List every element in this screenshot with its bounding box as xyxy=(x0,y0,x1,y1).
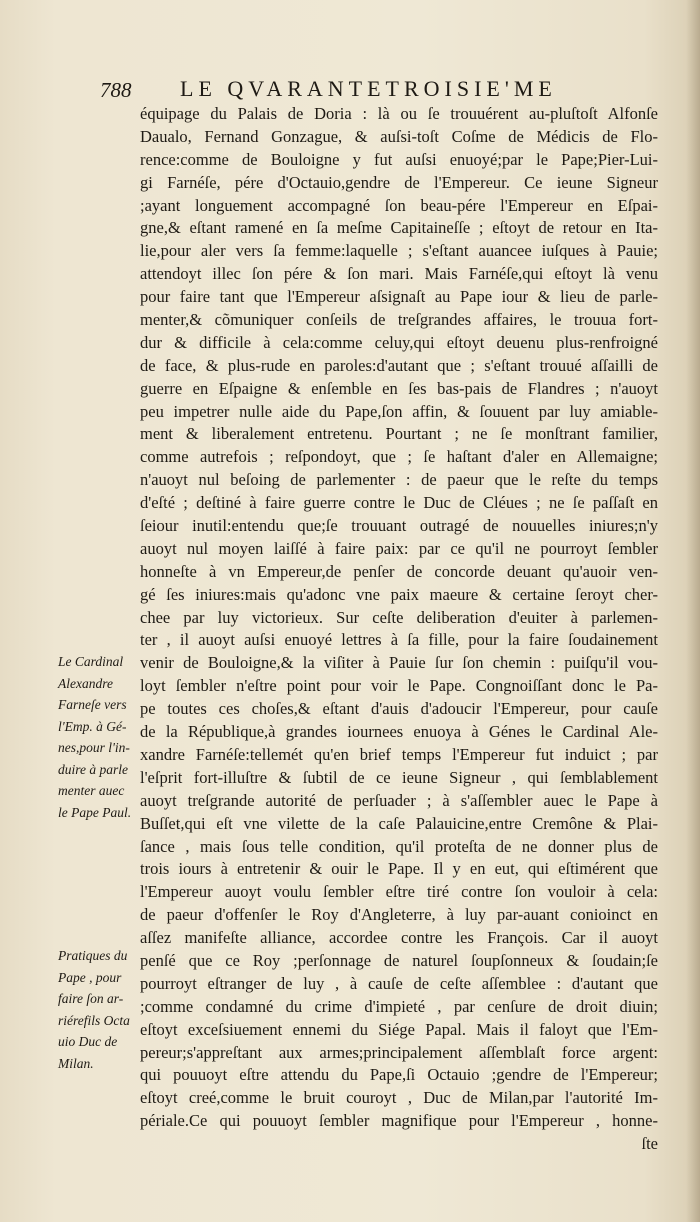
margin-note-line: Farneſe vers xyxy=(58,697,127,712)
text-line: l'eſprit fort-illuſtre & ſubtil de ce ieune Signeur , qui ſemblablement xyxy=(140,767,658,787)
text-line: n'auoyt nul beſoing de parlementer : de paeur que le reſte du temps xyxy=(140,470,658,490)
text-line: guerre en Eſpaigne & enſemble en ſes bas-pais de Flandres ; n'auoyt xyxy=(140,378,658,398)
text-line: eſtoyt creé,comme le bruit couroyt , Duc de Milan,par l'autorité Im- xyxy=(140,1088,658,1108)
text-line: qui pouuoyt eſtre attendu du Pape,ſi Octauio ;gendre de l'Empereur; xyxy=(140,1065,658,1085)
text-line: menter,& cõmuniquer conſeils de treſgrandes affaires, le trouua fort- xyxy=(140,310,658,330)
text-line: de la République,à grandes iournees enuoya à Génes le Cardinal Ale- xyxy=(140,722,658,742)
margin-note-line: l'Emp. à Gé- xyxy=(58,718,127,734)
text-line: honneſte à vn Empereur,de penſer de concorde deuant qu'auoir ven- xyxy=(140,561,658,581)
text-line: comme autrefois ; reſpondoyt, que ; ſe haſtant d'aler en Allemaigne; xyxy=(140,447,658,467)
text-line: pourroyt eſtranger de luy , à cauſe de ceſte aſſemblee : d'autant que xyxy=(140,973,658,993)
text-line: ter , il auoyt auſsi enuoyé lettres à ſa fille, pour la faire ſoudainement xyxy=(140,630,658,650)
text-line: gne,& eſtant ramené en ſa meſme Capitaineſſe ; eſtoyt de retour en Ita- xyxy=(140,218,658,238)
text-line: ſeiour inutil:entendu que;ſe trouuant outragé de nouuelles iniures;n'y xyxy=(140,516,658,536)
page-number: 788 xyxy=(100,78,132,102)
text-line: attendoyt illec ſon pére & ſon mari. Mais Farnéſe,qui eſtoyt là venu xyxy=(140,264,658,284)
text-line: loyt ſembler n'eſtre point pour voir le Pape. Congnoiſſant donc le Pa- xyxy=(140,676,658,696)
text-line: chee par luy victorieux. Sur ceſte deliberation d'euiter à parlemen- xyxy=(140,607,658,627)
text-line: gi Farnéſe, pére d'Octauio,gendre de l'Empereur. Ce ieune Signeur xyxy=(140,172,658,192)
margin-note-line: uio Duc de xyxy=(58,1034,118,1049)
margin-note-line: Milan. xyxy=(58,1055,94,1071)
text-line: ment & liberalement entretenu. Pourtant ; ne ſe monſtrant familier, xyxy=(140,424,658,444)
body-text xyxy=(140,103,658,1156)
text-line: pour faire tant que l'Empereur aſsignaſt au Pape iour & lieu de parle- xyxy=(140,287,658,307)
margin-note-cardinal-alexandre xyxy=(58,651,138,823)
text-line: aſſez manifeſte alliance, accordee contre les François. Car il auoyt xyxy=(140,928,658,948)
text-line: ;ayant longuement accompagné ſon beau-pére l'Empereur en Eſpai- xyxy=(140,195,658,215)
margin-note-line: Le Cardinal xyxy=(58,654,124,669)
running-head: LE QVARANTETROISIE'ME xyxy=(180,76,557,101)
text-line: pereur;s'appreſtant aux armes;principalement aſſemblaſt force argent: xyxy=(140,1042,658,1062)
margin-note-pratiques-du-pape xyxy=(58,945,138,1074)
text-line: périale.Ce qui pouuoyt ſembler magnifique pour l'Empereur , honne- xyxy=(140,1111,658,1131)
text-line: pe toutes ces choſes,& eſtant d'auis d'adoucir l'Empereur, pour cauſe xyxy=(140,699,658,719)
text-line: rence:comme de Bouloigne y fut auſsi enuoyé;par le Pape;Pier-Lui- xyxy=(140,149,658,169)
text-line: auoyt treſgrande autorité de perſuader ; à s'aſſembler auec le Pape à xyxy=(140,790,658,810)
text-line: penſé que ce Roy ;perſonnage de naturel ſoupſonneux & ſoudain;ſe xyxy=(140,950,658,970)
text-line: lie,pour aler vers ſa femme:laquelle ; s'eſtant auancee iuſques à Pauie; xyxy=(140,241,658,261)
margin-note-line: faire ſon ar- xyxy=(58,991,124,1006)
text-line: gé ſes iniures:mais qu'adonc vne paix maeure & certaine ſeroyt cher- xyxy=(140,584,658,604)
margin-note-line: le Pape Paul. xyxy=(58,804,132,820)
margin-note-line: Alexandre xyxy=(58,675,113,691)
margin-note-line: Pape , pour xyxy=(58,969,122,985)
text-line: xandre Farnéſe:tellemét qu'en brief temps l'Empereur fut induict ; par xyxy=(140,744,658,764)
text-line: ſance , mais ſous telle condition, qu'il proteſta de ne donner plus de xyxy=(140,836,658,856)
text-line: de face, & plus-rude en paroles:d'autant que ; s'eſtant trouué aſſailli de xyxy=(140,355,658,375)
text-line: dur & difficile à cela:comme celuy,qui eſtoyt deuenu plus-renfroigné xyxy=(140,332,658,352)
text-line: Daualo, Fernand Gonzague, & auſsi-toſt Coſme de Médicis de Flo- xyxy=(140,126,658,146)
margin-note-line: nes,pour l'in- xyxy=(58,740,130,755)
text-line: eſtoyt exceſsiuement ennemi du Siége Papal. Mais il faloyt que l'Em- xyxy=(140,1019,658,1039)
catchword: ſte xyxy=(641,1134,658,1154)
page-edge-shadow xyxy=(686,0,700,1222)
margin-note-line: menter auec xyxy=(58,783,125,798)
margin-note-line: duire à parle xyxy=(58,761,128,777)
margin-note-line: Pratiques du xyxy=(58,948,128,963)
text-line: ;comme condamné du crime d'impieté , par cenſure de droit diuin; xyxy=(140,996,658,1016)
text-line: Buſſet,qui eſt vne vilette de la caſe Palauicine,entre Cremône & Plai- xyxy=(140,813,658,833)
margin-note-line: riérefils Octa xyxy=(58,1012,130,1028)
text-line: peu impetrer nulle aide du Pape,ſon affin, & ſouuent par luy amiable- xyxy=(140,401,658,421)
text-line: de paeur d'offenſer le Roy d'Angleterre, à luy par-auant conioinct en xyxy=(140,905,658,925)
text-line: trois iours à entretenir & ouir le Pape. Il y en eut, qui eſtimérent que xyxy=(140,859,658,879)
text-line: d'eſté ; deſtiné à faire guerre contre le Duc de Cléues ; ne ſe paſſaſt en xyxy=(140,493,658,513)
text-line: venir de Bouloigne,& la viſiter à Pauie ſur ſon chemin : puiſqu'il vou- xyxy=(140,653,658,673)
text-line: auoyt nul moyen laiſſé à faire paix: par ce qu'il ne pourroyt ſembler xyxy=(140,538,658,558)
text-line: l'Empereur auoyt voulu ſembler eſtre tiré contre ſon vouloir à cela: xyxy=(140,882,658,902)
text-line: équipage du Palais de Doria : là ou ſe trouuérent au-pluſtoſt Alfonſe xyxy=(140,104,658,123)
